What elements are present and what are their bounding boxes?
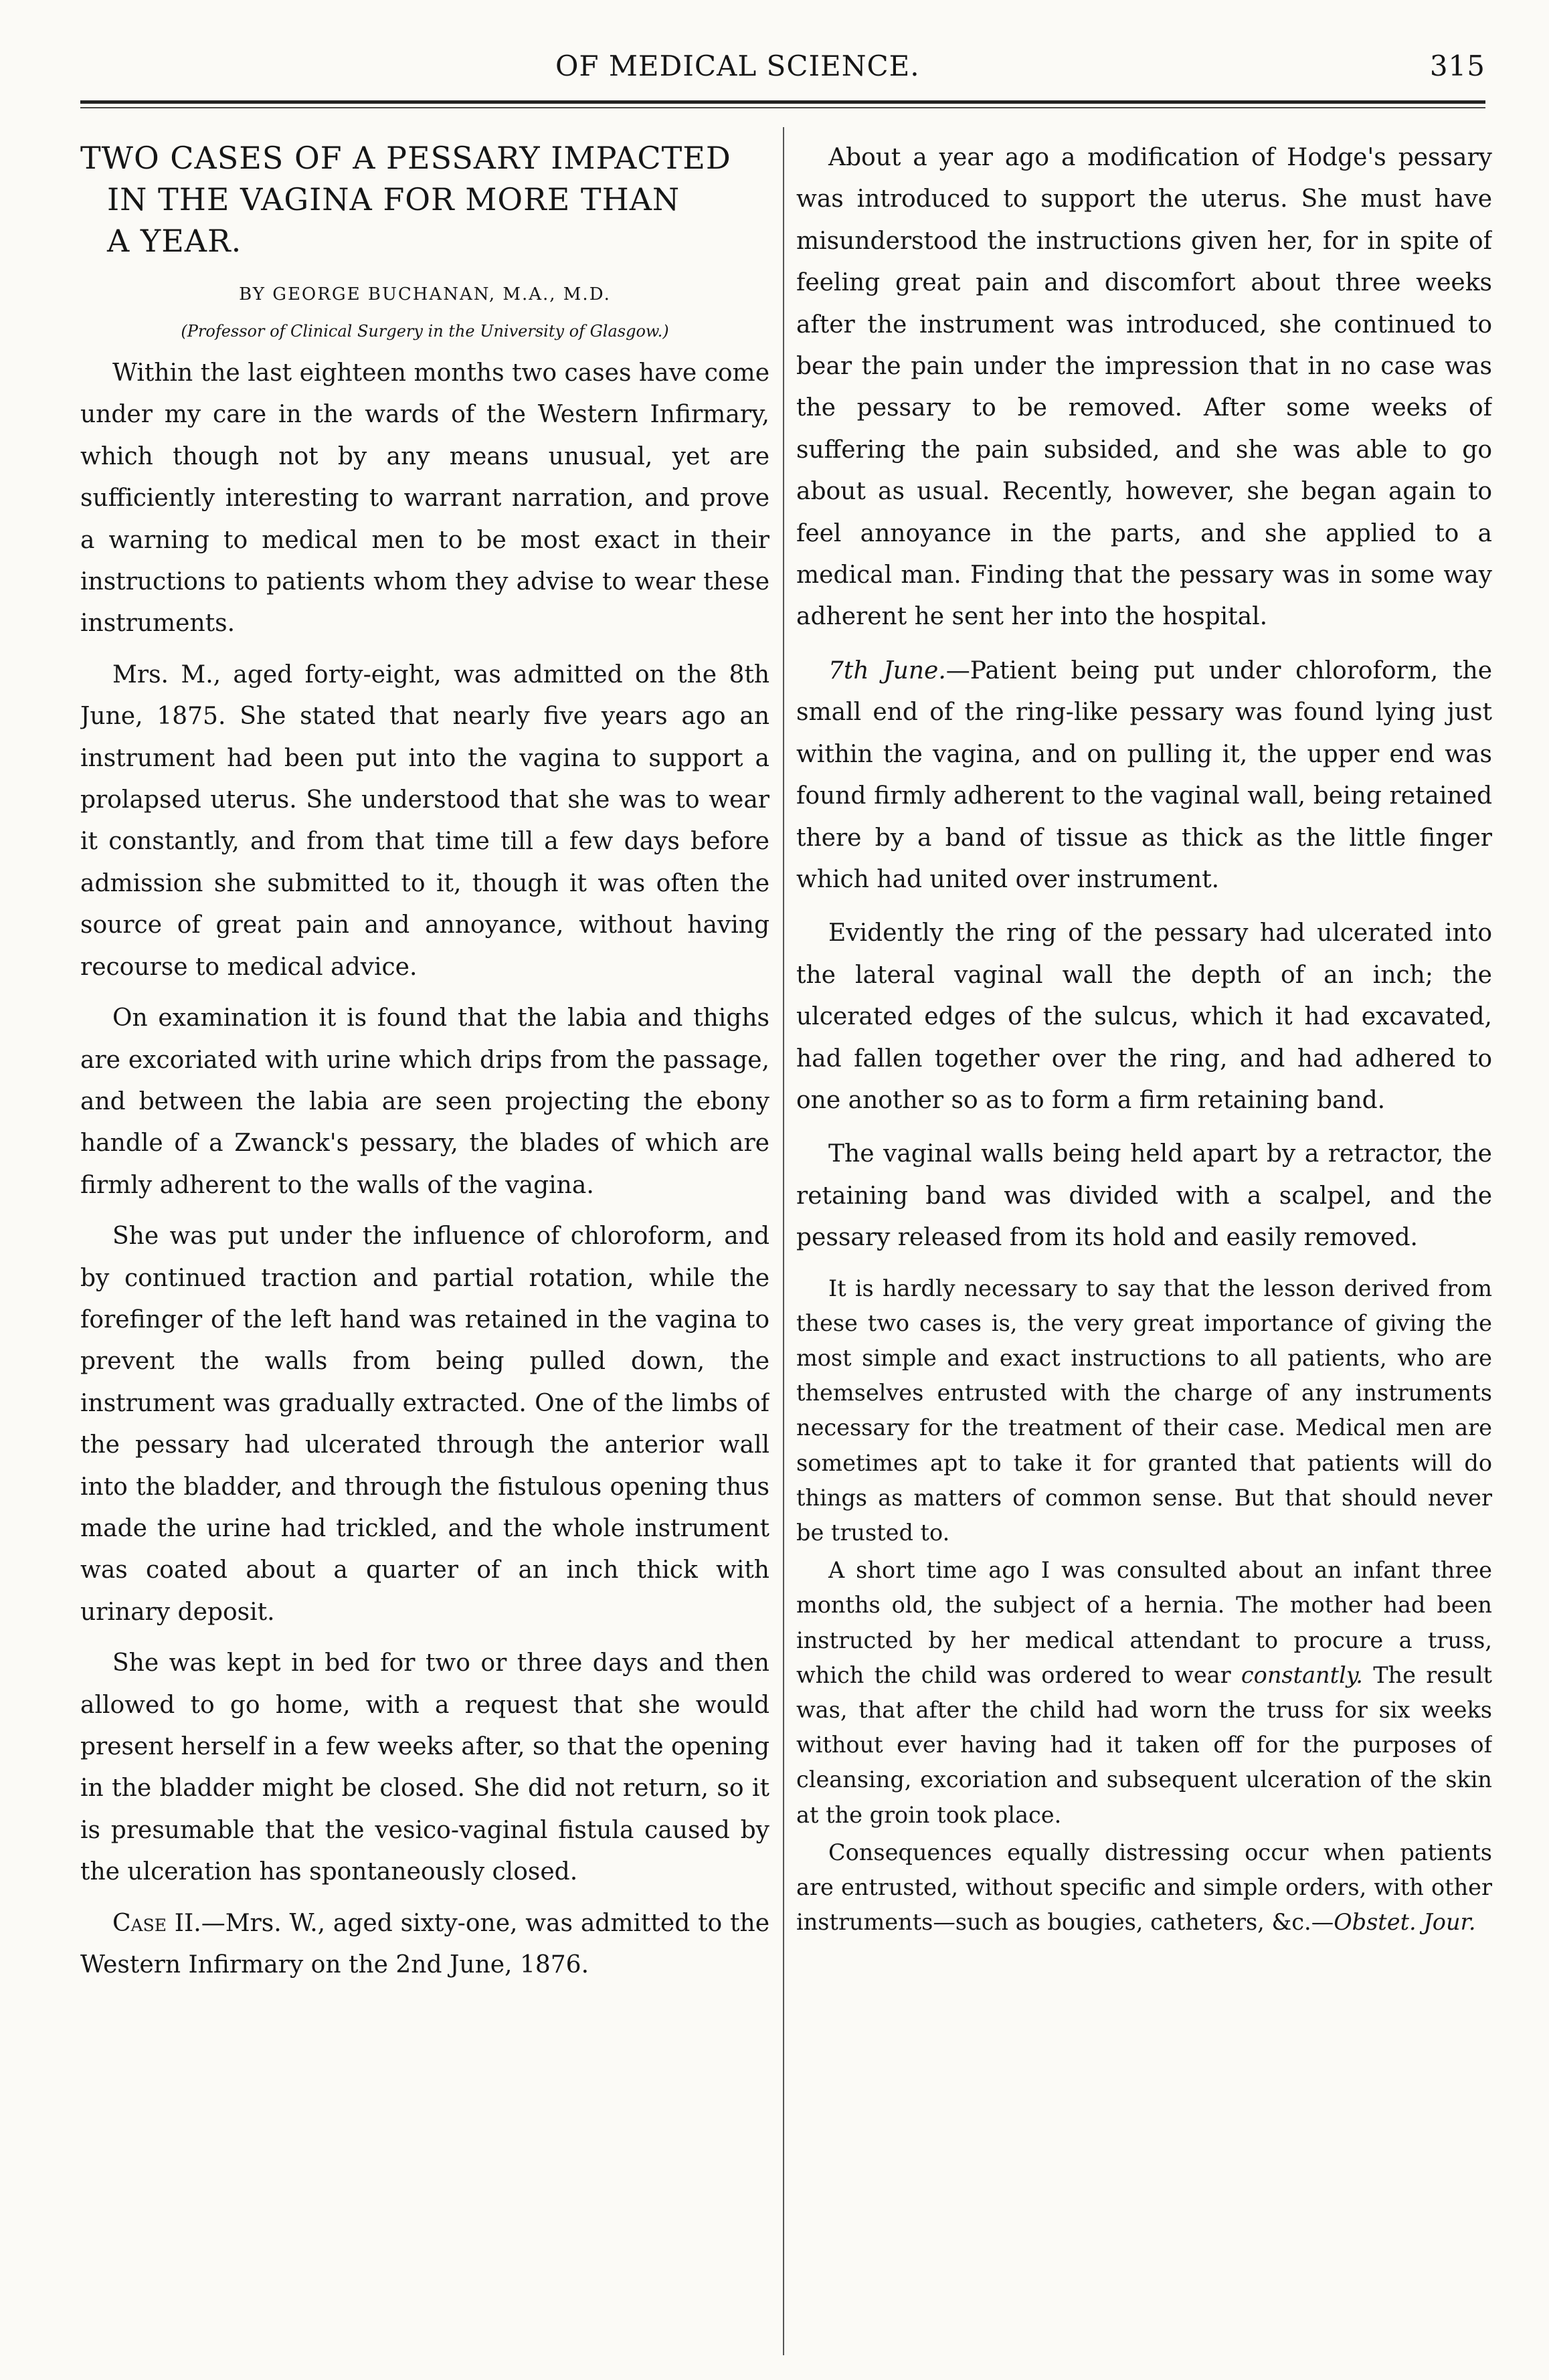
- seventh-june-paragraph: [796, 650, 1492, 901]
- title-line: IN THE VAGINA FOR MORE THAN: [107, 181, 680, 217]
- paragraph: Within the last eighteen months two cases have come under my care in the wards of the Western Infirmary, which though not by any means unusual, yet are sufficiently interesting to warrant narration, and prove a warning to medical men to be most exact in their instructions to patients whom they advise to wear these instruments.: [80, 359, 769, 638]
- title-line: A YEAR.: [107, 223, 242, 259]
- lesson-paragraph: It is hardly necessary to say that the lesson derived from these two cases is, the very great importance of giving the most simple and exact instructions to all patients, who are themselves entrusted with the charge of any instruments necessary for the treatment of their case. Medical men are sometimes apt to take it for granted that patients will do things as matters of common sense. But that should never be trusted to.: [796, 1275, 1492, 1546]
- running-title: OF MEDICAL SCIENCE.: [555, 50, 920, 82]
- header-rule-thin: [80, 107, 1485, 108]
- page-number: 315: [1429, 50, 1485, 82]
- paragraph: Mrs. M., aged forty-eight, was admitted on the 8th June, 1875. She stated that nearly five years ago an instrument had been put into the vagina to support a prolapsed uterus. She understood that she was to wear it constantly, and from that time till a few days before admission she submitted to it, though it was often the source of great pain and annoyance, without having recourse to medical advice.: [80, 660, 769, 981]
- case-two-text: —Mrs. W., aged sixty-one, was admitted to the Western Infirmary on the 2nd June, 1876.: [80, 1909, 769, 1979]
- truss-paragraph: [796, 1553, 1492, 1833]
- seventh-june-text: —Patient being put under chloroform, the small end of the ring-like pessary was found lying just within the vagina, and on pulling it, the upper end was found firmly adherent to the vaginal wall, being retained there by a band of tissue as thick as the little finger which had united over instrument.: [796, 656, 1492, 893]
- truss-text-after: The result was, that after the child had worn the truss for six weeks without ever having had it taken off for the purposes of cleansing, excoriation and subsequent ulceration of the skin at the groin took place.: [796, 1661, 1492, 1828]
- case-two-paragraph: [80, 1903, 769, 1987]
- closing-paragraph: [796, 1835, 1492, 1940]
- title-line: TWO CASES OF A PESSARY IMPACTED: [80, 140, 731, 176]
- column-divider: [783, 127, 784, 2355]
- paragraph: She was put under the influence of chloroform, and by continued traction and partial rotation, while the forefinger of the left hand was retained in the vagina to prevent the walls from being pulled down, the instrument was gradually extracted. One of the limbs of the pessary had ulcerated through the anterior wall into the bladder, and through the fistulous opening thus made the urine had trickled, and the whole instrument was coated about a quarter of an inch thick with urinary deposit.: [80, 1222, 769, 1626]
- source-citation: Obstet. Jour.: [1334, 1909, 1476, 1936]
- author-byline: BY GEORGE BUCHANAN, M.A., M.D.: [239, 284, 611, 304]
- article-title: [80, 137, 769, 262]
- paragraph: On examination it is found that the labia and thighs are excoriated with urine which drips from the passage, and between the labia are seen projecting the ebony handle of a Zwanck's pessary, the blades of which are firmly adherent to the walls of the vagina.: [80, 1004, 769, 1199]
- closing-text: Consequences equally distressing occur when patients are entrusted, without specific and simple orders, with other instruments—such as bougies, catheters, &c.—: [796, 1839, 1492, 1936]
- left-column: [80, 137, 769, 2359]
- right-column: [796, 137, 1492, 2359]
- case-label: Case II.: [112, 1909, 201, 1937]
- paragraph: Evidently the ring of the pessary had ulcerated into the lateral vaginal wall the depth of an inch; the ulcerated edges of the sulcus, which it had excavated, had fallen together over the ring, and had adhered to one another so as to form a firm retaining band.: [796, 919, 1492, 1114]
- truss-emphasis: constantly.: [1241, 1661, 1363, 1688]
- paragraph: She was kept in bed for two or three days and then allowed to go home, with a request that she would present herself in a few weeks after, so that the opening in the bladder might be closed. She did not return, so it is presumable that the vesico-vaginal fistula caused by the ulceration has spontaneously closed.: [80, 1649, 769, 1886]
- date-label: 7th June.: [828, 656, 946, 684]
- running-head: [80, 44, 1485, 91]
- paragraph: About a year ago a modification of Hodge's pessary was introduced to support the uterus. She must have misunderstood the instructions given her, for in spite of feeling great pain and discomfort about three weeks after the instrument was introduced, she continued to bear the pain under the impression that in no case was the pessary to be removed. After some weeks of suffering the pain subsided, and she was able to go about as usual. Recently, however, she began again to feel annoyance in the parts, and she applied to a medical man. Finding that the pessary was in some way adherent he sent her into the hospital.: [796, 144, 1492, 631]
- author-affiliation: (Professor of Clinical Surgery in the University of Glasgow.): [181, 322, 669, 341]
- truss-text-before: A short time ago I was consulted about an infant three months old, the subject of a hernia. The mother had been instructed by her medical attendant to procure a truss, which the child was ordered to wear: [796, 1557, 1492, 1688]
- paragraph: The vaginal walls being held apart by a retractor, the retaining band was divided with a scalpel, and the pessary released from its hold and easily removed.: [796, 1140, 1492, 1252]
- header-rule-thick: [80, 100, 1485, 104]
